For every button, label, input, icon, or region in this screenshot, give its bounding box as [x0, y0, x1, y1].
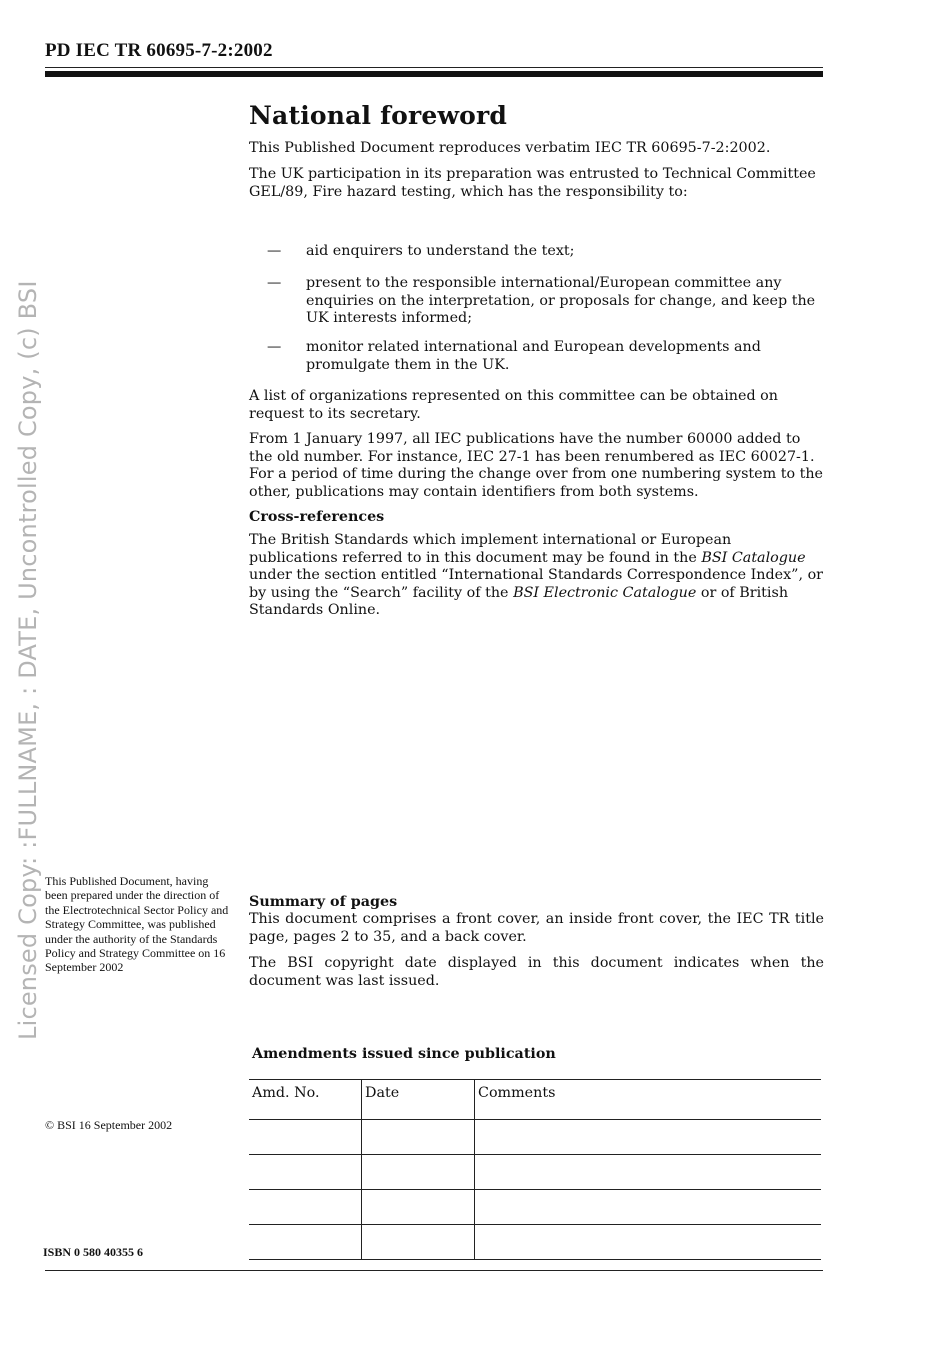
participation-paragraph: The UK participation in its preparation was entrusted to Technical Committee GEL/89, Fire hazard testing, which has the responsibility to:	[249, 166, 816, 200]
organizations-paragraph: A list of organizations represented on this committee can be obtained on request to its secretary.	[249, 388, 778, 422]
numbering-paragraph: From 1 January 1997, all IEC publications have the number 60000 added to the old number. For instance, IEC 27-1 has been renumbered as IEC 60027-1. For a period of time during the change over from one numbering system to the other, publications may contain identifiers from both systems.	[249, 431, 824, 500]
responsibility-text: monitor related international and European developments and promulgate them in the UK.	[306, 339, 761, 373]
page-title: National foreword	[249, 101, 508, 130]
table-cell	[362, 1225, 475, 1260]
table-cell	[249, 1155, 362, 1190]
document-id: PD IEC TR 60695-7-2:2002	[45, 40, 273, 61]
header-rule-thick	[45, 71, 823, 77]
table-cell	[362, 1120, 475, 1155]
table-cell	[475, 1120, 822, 1155]
summary-block	[249, 911, 824, 946]
isbn-line: ISBN 0 580 40355 6	[43, 1245, 144, 1259]
participation-block	[249, 166, 824, 201]
bsi-electronic-catalogue-ref: BSI Electronic Catalogue	[513, 584, 697, 601]
table-row	[249, 1225, 821, 1260]
table-cell	[475, 1155, 822, 1190]
copyright-note-paragraph: The BSI copyright date displayed in this document indicates when the document was last issued.	[249, 955, 824, 989]
organizations-block	[249, 388, 824, 423]
column-header-amd-no: Amd. No.	[249, 1080, 362, 1120]
table-row	[249, 1120, 821, 1155]
copyright-line: © BSI 16 September 2002	[45, 1118, 173, 1132]
table-cell	[249, 1225, 362, 1260]
table-cell	[362, 1155, 475, 1190]
foreword-intro	[249, 140, 824, 158]
column-header-comments: Comments	[475, 1080, 822, 1120]
copyright-note-block	[249, 955, 824, 990]
cross-references-block	[249, 532, 824, 620]
amendments-title: Amendments issued since publication	[252, 1046, 556, 1062]
column-header-date: Date	[362, 1080, 475, 1120]
dash-marker: —	[267, 339, 282, 355]
amendments-table	[249, 1079, 821, 1260]
table-header-row	[249, 1080, 821, 1120]
bsi-catalogue-ref: BSI Catalogue	[701, 549, 806, 566]
table-cell	[475, 1190, 822, 1225]
header-rule-thin	[45, 67, 823, 68]
summary-paragraph: This document comprises a front cover, an inside front cover, the IEC TR title page, pages 2 to 35, and a back cover.	[249, 911, 824, 945]
table-cell	[249, 1190, 362, 1225]
publication-authority-note: This Published Document, having been prepared under the direction of the Electrotechnical Sector Policy and Strategy Committee, was published under the authority of the Standards Policy and Strategy Committee on 16 September 2002	[45, 874, 229, 975]
table-cell	[249, 1120, 362, 1155]
table-cell	[475, 1225, 822, 1260]
table-row	[249, 1155, 821, 1190]
table-row	[249, 1190, 821, 1225]
responsibility-text: present to the responsible international/European committee any enquiries on the interpretation, or proposals for change, and keep the UK interests informed;	[306, 275, 816, 326]
cross-ref-text: under the section entitled “International Standards Correspondence Index”, or by using the “Search” facility of the	[249, 567, 824, 601]
license-watermark: Licensed Copy: :FULLNAME, : DATE, Uncontrolled Copy, (c) BSI	[14, 280, 42, 1040]
responsibility-text: aid enquirers to understand the text;	[306, 243, 575, 259]
cross-references-paragraph	[249, 532, 824, 620]
summary-heading: Summary of pages	[249, 894, 398, 910]
dash-marker: —	[267, 243, 282, 259]
dash-marker: —	[267, 275, 282, 291]
cross-ref-text: The British Standards which implement international or European publications referred to in this document may be found in the	[249, 532, 732, 566]
footer-rule	[45, 1270, 823, 1271]
cross-ref-text: or of British Standards Online.	[249, 584, 789, 618]
table-cell	[362, 1190, 475, 1225]
cross-references-heading: Cross-references	[249, 509, 385, 525]
numbering-block	[249, 431, 824, 501]
intro-paragraph: This Published Document reproduces verbatim IEC TR 60695-7-2:2002.	[249, 140, 771, 156]
